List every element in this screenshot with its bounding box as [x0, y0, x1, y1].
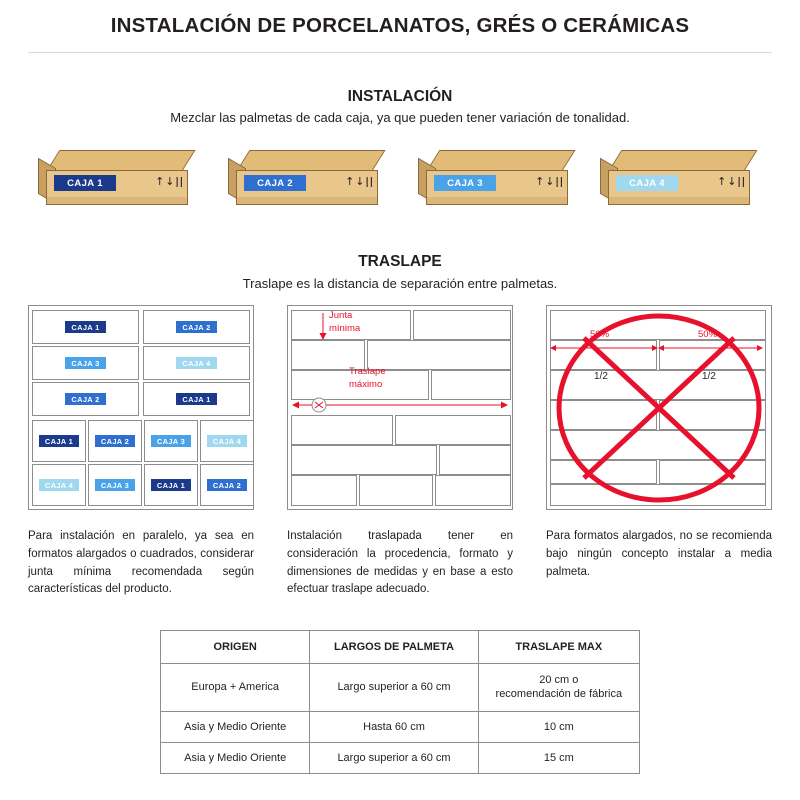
- brick: [291, 415, 393, 445]
- fragile-mark-icon: ↑↓ǀǀ: [535, 175, 564, 188]
- box-caja-4: [600, 150, 760, 230]
- box-front-lower-face: [608, 197, 750, 205]
- traslape-maximo-arrow-icon: [291, 395, 509, 415]
- traslape-table: [160, 630, 640, 774]
- prohibited-icon: [554, 313, 764, 503]
- section-title-instalacion: INSTALACIÓN: [347, 88, 453, 105]
- tile: [88, 464, 142, 506]
- brick: [413, 310, 511, 340]
- tile-label: CAJA 1: [151, 479, 191, 491]
- tile: [200, 420, 254, 462]
- table-header-traslape: TRASLAPE MAX: [478, 631, 639, 664]
- tile-label: CAJA 3: [65, 357, 105, 369]
- box-front-lower-face: [426, 197, 568, 205]
- tile: [32, 420, 86, 462]
- fragile-mark-icon: ↑↓ǀǀ: [345, 175, 374, 188]
- panel-paralelo: [28, 305, 254, 510]
- brick: [291, 445, 437, 475]
- brick: [439, 445, 511, 475]
- fragile-mark-icon: ↑↓ǀǀ: [717, 175, 746, 188]
- tile-label: CAJA 4: [39, 479, 79, 491]
- fragile-mark-icon: ↑↓ǀǀ: [155, 175, 184, 188]
- box-caja-3: [418, 150, 578, 230]
- brick: [359, 475, 433, 506]
- box-label: CAJA 2: [244, 175, 306, 191]
- tile-label: CAJA 4: [176, 357, 216, 369]
- caption-traslapado: Instalación traslapada tener en consideración la procedencia, formato y dimensiones de medidas y en base a esto efectuar traslape adecuado.: [287, 530, 513, 596]
- table-cell-traslape-line2: recomendación de fábrica: [495, 688, 623, 701]
- table-header-row: [161, 631, 640, 664]
- brick: [367, 340, 511, 370]
- table-row: [161, 664, 640, 712]
- tile: [32, 346, 139, 380]
- brick: [291, 475, 357, 506]
- box-label: CAJA 4: [616, 175, 678, 191]
- header-divider: [28, 52, 772, 53]
- pct-right-label: 50%: [698, 329, 718, 340]
- table-cell-origen: Asia y Medio Oriente: [161, 742, 310, 773]
- table-row: [161, 742, 640, 773]
- tile-label: CAJA 2: [65, 393, 105, 405]
- caption-paralelo: Para instalación en paralelo, ya sea en formatos alargados o cuadrados, considerar junta mínima recomendada según características del producto.: [28, 530, 254, 596]
- tile-label: CAJA 1: [65, 321, 105, 333]
- pct-left-label: 50%: [590, 329, 610, 340]
- tile: [32, 382, 139, 416]
- tile: [32, 464, 86, 506]
- frac-right-label: 1/2: [702, 371, 716, 382]
- table-cell-largo: Largo superior a 60 cm: [310, 664, 478, 712]
- panel-media-palmeta-prohibido: [546, 305, 772, 510]
- box-front-lower-face: [46, 197, 188, 205]
- tile: [200, 464, 254, 506]
- box-label: CAJA 1: [54, 175, 116, 191]
- panel-traslapado: [287, 305, 513, 510]
- tile: [143, 382, 250, 416]
- table-cell-origen: Asia y Medio Oriente: [161, 711, 310, 742]
- tile: [143, 346, 250, 380]
- junta-minima-label-line1: Junta: [329, 310, 353, 321]
- tile: [143, 310, 250, 344]
- table-header-largos: LARGOS DE PALMETA: [310, 631, 478, 664]
- table-cell-largo: Largo superior a 60 cm: [310, 742, 478, 773]
- tile-label: CAJA 1: [39, 435, 79, 447]
- brick: [435, 475, 511, 506]
- brick: [395, 415, 511, 445]
- table-cell-traslape: 10 cm: [478, 711, 639, 742]
- junta-minima-label-line2: mínima: [329, 323, 361, 334]
- box-caja-2: [228, 150, 388, 230]
- tile-label: CAJA 4: [207, 435, 247, 447]
- box-label: CAJA 3: [434, 175, 496, 191]
- box-front-lower-face: [236, 197, 378, 205]
- tile: [144, 420, 198, 462]
- table-row: [161, 711, 640, 742]
- table-cell-origen: Europa + America: [161, 664, 310, 712]
- tile-label: CAJA 3: [151, 435, 191, 447]
- caption-media-palmeta: Para formatos alargados, no se recomienda bajo ningún concepto instalar a media palmeta.: [546, 530, 772, 578]
- tile: [88, 420, 142, 462]
- page-title: INSTALACIÓN DE PORCELANATOS, GRÉS O CERÁMICAS: [110, 14, 690, 37]
- table-cell-traslape-line1: 20 cm o: [539, 674, 579, 686]
- section-subtitle-instalacion: Mezclar las palmetas de cada caja, ya que pueden tener variación de tonalidad.: [170, 110, 630, 125]
- traslape-maximo-label-line2: máximo: [349, 379, 383, 390]
- frac-left-label: 1/2: [594, 371, 608, 382]
- tile: [144, 464, 198, 506]
- section-title-traslape: TRASLAPE: [358, 253, 442, 270]
- table-cell-traslape: 15 cm: [478, 742, 639, 773]
- tile-label: CAJA 3: [95, 479, 135, 491]
- boxes-row: [0, 150, 800, 230]
- traslape-maximo-label-line1: Traslape: [349, 366, 386, 377]
- tile: [32, 310, 139, 344]
- table-cell-largo: Hasta 60 cm: [310, 711, 478, 742]
- box-caja-1: [38, 150, 198, 230]
- table-cell-traslape: [478, 664, 639, 712]
- section-subtitle-traslape: Traslape es la distancia de separación entre palmetas.: [242, 276, 558, 291]
- table-header-origen: ORIGEN: [161, 631, 310, 664]
- tile-label: CAJA 2: [176, 321, 216, 333]
- tile-label: CAJA 2: [207, 479, 247, 491]
- tile-label: CAJA 1: [176, 393, 216, 405]
- tile-label: CAJA 2: [95, 435, 135, 447]
